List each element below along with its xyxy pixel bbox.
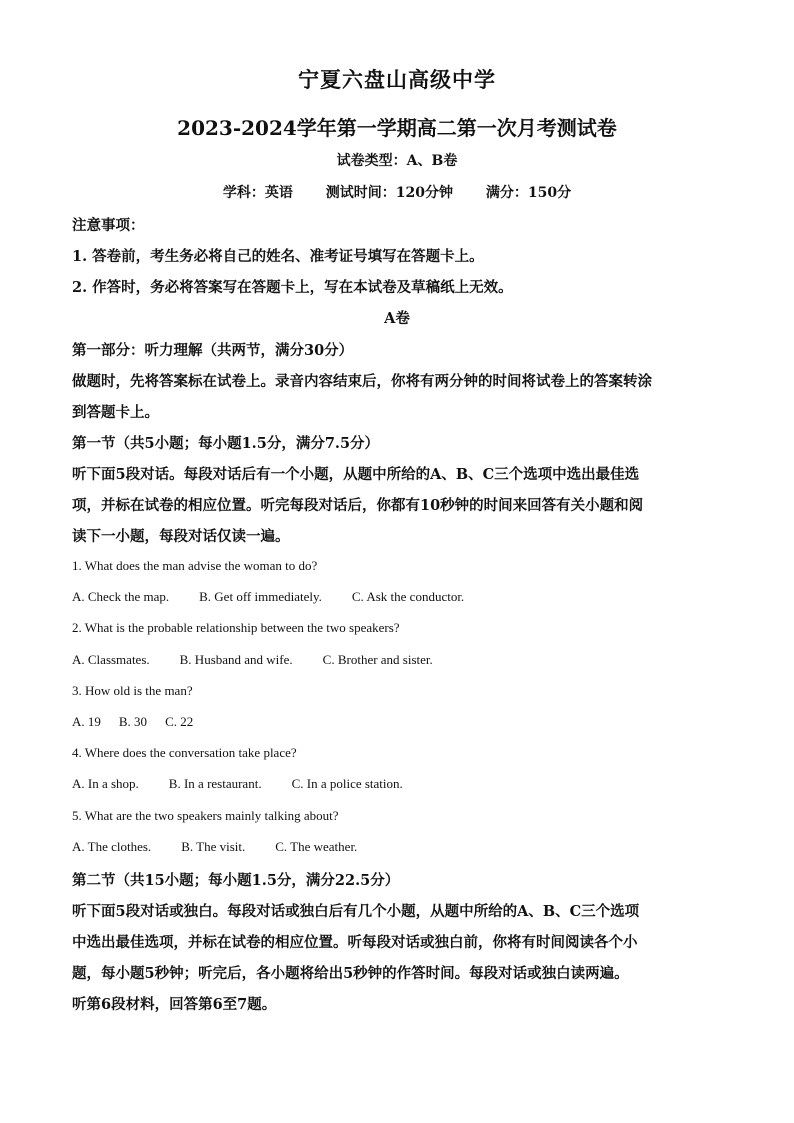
time-label: 测试时间：120分钟 [325,185,453,201]
section2-instruction-line1: 听下面5段对话或独白。每段对话或独白后有几个小题，从题中所给的A、B、C三个选项 [72,903,640,920]
section2-instruction-line3: 题，每小题5秒钟；听完后，各小题将给出5秒钟的作答时间。每段对话或独白读两遍。 [72,965,629,982]
section2-instruction-line4: 听第6段材料，回答第6至7题。 [72,996,277,1013]
option-b: B. Get off immediately. [199,589,322,604]
option-c: C. In a police station. [291,776,403,791]
exam-title: 2023-2024学年第一学期高二第一次月考测试卷 [177,116,617,140]
option-a: A. 19 [72,714,101,729]
part1-title: 第一部分：听力理解（共两节，满分30分） [72,342,354,359]
section1-title: 第一节（共5小题；每小题1.5分，满分7.5分） [72,435,380,452]
school-name: 宁夏六盘山高级中学 [298,67,496,92]
section1-instruction-line1: 听下面5段对话。每段对话后有一个小题，从题中所给的A、B、C三个选项中选出最佳选 [72,466,640,483]
section-a-label: A卷 [384,310,410,327]
question-5-options [72,839,722,855]
question-1-options [72,589,722,605]
option-b: B. In a restaurant. [168,776,262,791]
option-a: A. The clothes. [72,839,152,854]
section1-instruction-line2: 项，并标在试卷的相应位置。听完每段对话后，你都有10秒钟的时间来回答有关小题和阅 [72,497,644,514]
option-c: C. 22 [165,714,194,729]
option-b: B. Husband and wife. [179,652,293,667]
question-5: 5. What are the two speakers mainly talking about? [72,808,339,823]
note-item-2: 2. 作答时，务必将答案写在答题卡上，写在本试卷及草稿纸上无效。 [72,279,513,296]
section2-instruction-line2: 中选出最佳选项，并标在试卷的相应位置。听每段对话或独白前，你将有时间阅读各个小 [72,934,638,951]
question-1: 1. What does the man advise the woman to do? [72,558,318,573]
part1-instruction-line2: 到答题卡上。 [72,404,159,421]
notes-heading: 注意事项： [72,217,145,234]
option-c: C. Brother and sister. [322,652,433,667]
score-label: 满分：150分 [485,185,572,201]
option-b: B. The visit. [181,839,246,854]
option-a: A. Check the map. [72,589,170,604]
exam-meta [0,182,794,202]
question-2: 2. What is the probable relationship between the two speakers? [72,620,400,635]
subject-label: 学科：英语 [222,185,293,201]
section2-title: 第二节（共15小题；每小题1.5分，满分22.5分） [72,872,400,889]
question-2-options [72,652,722,668]
option-c: C. The weather. [275,839,358,854]
paper-type: 试卷类型：A、B卷 [336,153,458,169]
question-4: 4. Where does the conversation take place? [72,745,297,760]
question-4-options [72,776,722,792]
section1-instruction-line3: 读下一小题，每段对话仅读一遍。 [72,528,290,545]
question-3: 3. How old is the man? [72,683,193,698]
option-a: A. In a shop. [72,776,139,791]
part1-instruction-line1: 做题时，先将答案标在试卷上。录音内容结束后，你将有两分钟的时间将试卷上的答案转涂 [72,373,652,390]
question-3-options [72,714,722,730]
option-a: A. Classmates. [72,652,150,667]
option-b: B. 30 [118,714,148,729]
option-c: C. Ask the conductor. [351,589,465,604]
note-item-1: 1. 答卷前，考生务必将自己的姓名、准考证号填写在答题卡上。 [72,248,484,265]
